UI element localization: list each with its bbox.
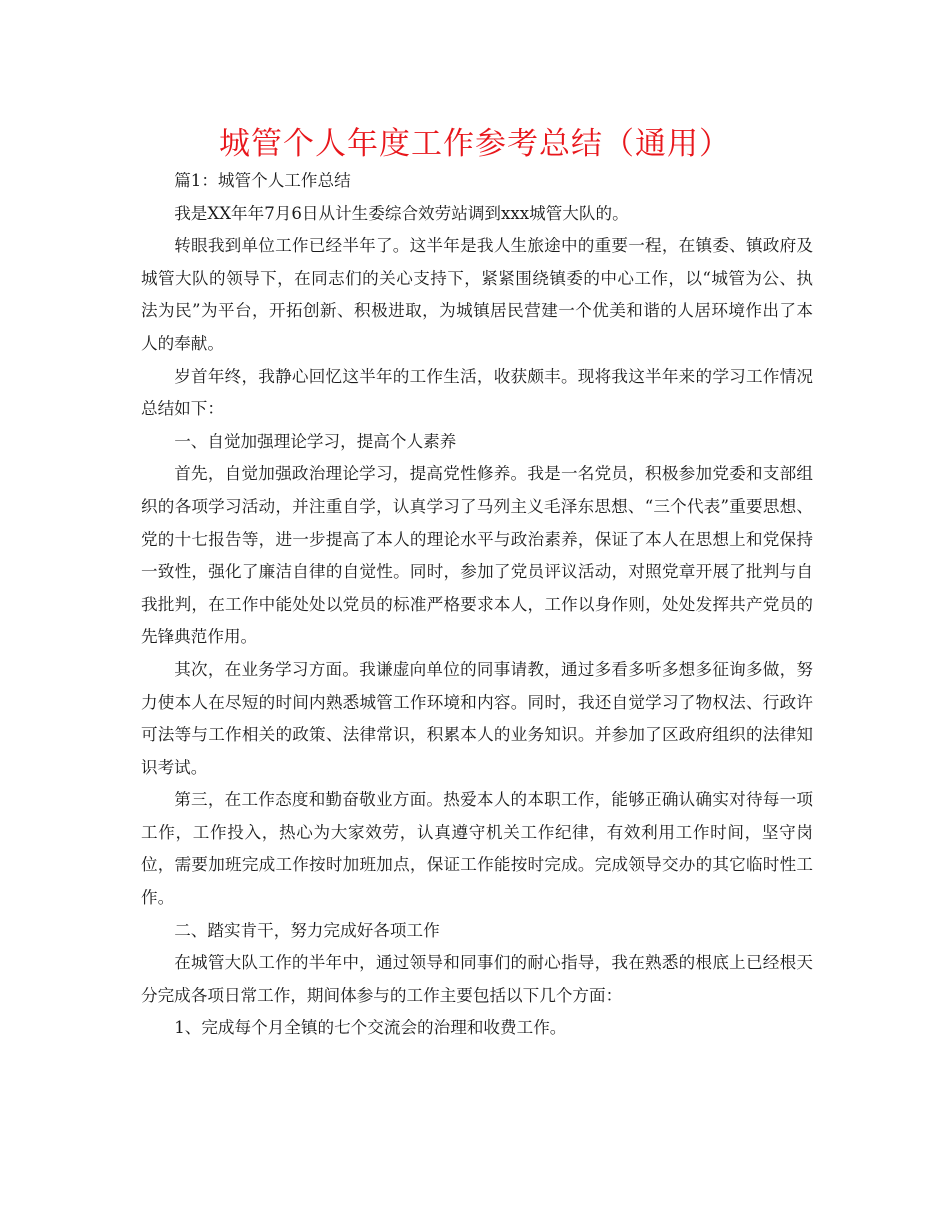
paragraph: 其次，在业务学习方面。我谦虚向单位的同事请教，通过多看多听多想多征询多做，努力使本人在尽短的时间内熟悉城管工作环境和内容。同时，我还自觉学习了物权法、行政许可法等与工作相关的政策、法律常识，积累本人的业务知识。并参加了区政府组织的法律知识考试。 — [141, 659, 813, 777]
list-item: 1、完成每个月全镇的七个交流会的治理和收费工作。 — [174, 1018, 567, 1038]
paragraph: 首先，自觉加强政治理论学习，提高党性修养。我是一名党员，积极参加党委和支部组织的各项学习活动，并注重自学，认真学习了马列主义毛泽东思想、“三个代表”重要思想、党的十七报告等，进一步提高了本人的理论水平与政治素养，保证了本人在思想上和党保持一致性，强化了廉洁自律的自觉性。同时，参加了党员评议活动，对照党章开展了批判与自我批判，在工作中能处处以党员的标准严格要求本人，工作以身作则，处处发挥共产党员的先锋典范作用。 — [141, 464, 813, 647]
section-heading: 篇1：城管个人工作总结 — [174, 171, 351, 190]
section-heading: 一、自觉加强理论学习，提高个人素养 — [174, 431, 457, 451]
paragraph: 在城管大队工作的半年中，通过领导和同事们的耐心指导，我在熟悉的根底上已经根天分完成各项日常工作，期间体参与的工作主要包括以下几个方面： — [141, 953, 813, 1005]
paragraph: 转眼我到单位工作已经半年了。这半年是我人生旅途中的重要一程，在镇委、镇政府及城管大队的领导下，在同志们的关心支持下，紧紧围绕镇委的中心工作，以“城管为公、执法为民”为平台，开拓创新、积极进取，为城镇居民营建一个优美和谐的人居环境作出了本人的奉献。 — [141, 236, 813, 353]
paragraph: 我是XX年年7月6日从计生委综合效劳站调到xxx城管大队的。 — [174, 203, 629, 223]
section-heading: 二、踏实肯干，努力完成好各项工作 — [174, 920, 440, 940]
document-title: 城管个人年度工作参考总结（通用） — [219, 126, 731, 162]
paragraph: 岁首年终，我静心回忆这半年的工作生活，收获颇丰。现将我这半年来的学习工作情况总结如下： — [141, 366, 813, 419]
paragraph: 第三，在工作态度和勤奋敬业方面。热爱本人的本职工作，能够正确认确实对待每一项工作，工作投入，热心为大家效劳，认真遵守机关工作纪律，有效利用工作时间，坚守岗位，需要加班完成工作按时加班加点，保证工作能按时完成。完成领导交办的其它临时性工作。 — [141, 790, 813, 908]
document-body — [141, 165, 813, 1045]
